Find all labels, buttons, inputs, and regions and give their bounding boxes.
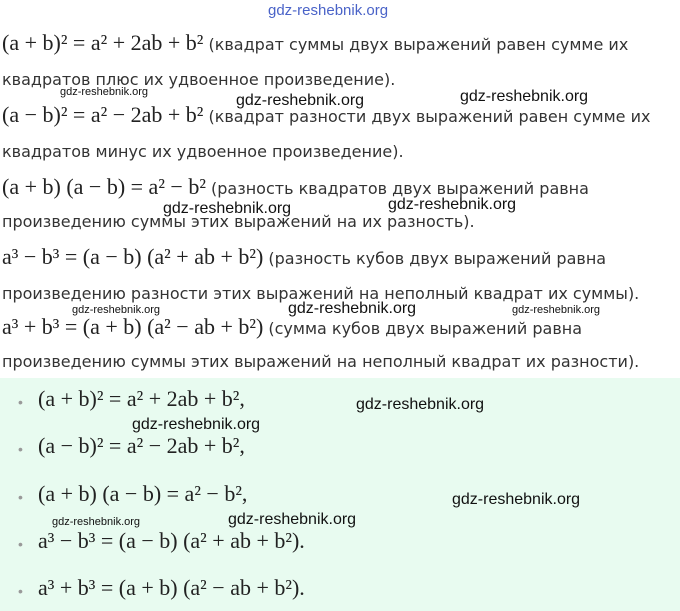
answer-5-math: a³ + b³ = (a + b) (a² − ab + b²).: [38, 575, 305, 600]
formula-5-math: a³ + b³ = (a + b) (a² − ab + b²): [2, 314, 264, 339]
formula-1-text-cont: квадратов плюс их удвоенное произведение).: [2, 70, 396, 89]
formula-2-math: (a − b)² = a² − 2ab + b²: [2, 102, 204, 127]
formula-3-math: (a + b) (a − b) = a² − b²: [2, 174, 206, 199]
watermark: gdz-reshebnik.org: [52, 516, 141, 528]
formula-4-math: a³ − b³ = (a − b) (a² + ab + b²): [2, 244, 264, 269]
bullet-icon: •: [18, 393, 23, 410]
bullet-icon: •: [18, 535, 23, 552]
answer-item-1: [18, 386, 245, 412]
formula-2-text-cont: квадратов минус их удвоенное произведение).: [2, 142, 404, 161]
watermark-top: gdz-reshebnik.org: [268, 2, 389, 19]
formula-4-text-cont: произведению разности этих выражений на неполный квадрат их суммы).: [2, 284, 640, 303]
answer-4-math: a³ − b³ = (a − b) (a² + ab + b²).: [38, 528, 305, 553]
watermark: gdz-reshebnik.org: [60, 86, 149, 98]
answer-item-2: [18, 433, 245, 459]
watermark: gdz-reshebnik.org: [236, 92, 365, 109]
watermark: gdz-reshebnik.org: [452, 491, 581, 508]
formula-1-math: (a + b)² = a² + 2ab + b²: [2, 30, 204, 55]
answer-2-math: (a − b)² = a² − 2ab + b²,: [38, 433, 245, 458]
watermark: gdz-reshebnik.org: [460, 88, 589, 105]
watermark: gdz-reshebnik.org: [163, 200, 292, 217]
bullet-icon: •: [18, 440, 23, 457]
watermark: gdz-reshebnik.org: [228, 511, 357, 528]
watermark: gdz-reshebnik.org: [388, 196, 517, 213]
answer-3-math: (a + b) (a − b) = a² − b²,: [38, 481, 248, 506]
formula-5-text: (сумма кубов двух выражений равна: [263, 319, 583, 338]
answer-item-3: [18, 481, 247, 507]
formula-5-text-cont: произведению суммы этих выражений на неполный квадрат их разности).: [2, 352, 640, 371]
watermark: gdz-reshebnik.org: [72, 304, 161, 316]
bullet-icon: •: [18, 488, 23, 505]
formula-3-text: (разность квадратов двух выражений равна: [205, 179, 589, 198]
formula-4-text: (разность кубов двух выражений равна: [263, 249, 607, 268]
formula-1-line: [2, 30, 628, 56]
answer-item-5: [18, 575, 305, 601]
watermark: gdz-reshebnik.org: [356, 396, 485, 413]
formula-2-text: (квадрат разности двух выражений равен сумме их: [203, 107, 651, 126]
answer-item-4: [18, 528, 305, 554]
formula-3-text-cont: произведению суммы этих выражений на их разность).: [2, 212, 475, 231]
answer-1-math: (a + b)² = a² + 2ab + b²,: [38, 386, 245, 411]
watermark: gdz-reshebnik.org: [132, 416, 261, 433]
watermark: gdz-reshebnik.org: [288, 300, 417, 317]
formula-1-text: (квадрат суммы двух выражений равен сумме их: [203, 35, 629, 54]
formula-4-line: [2, 244, 606, 270]
bullet-icon: •: [18, 582, 23, 599]
watermark: gdz-reshebnik.org: [512, 304, 601, 316]
